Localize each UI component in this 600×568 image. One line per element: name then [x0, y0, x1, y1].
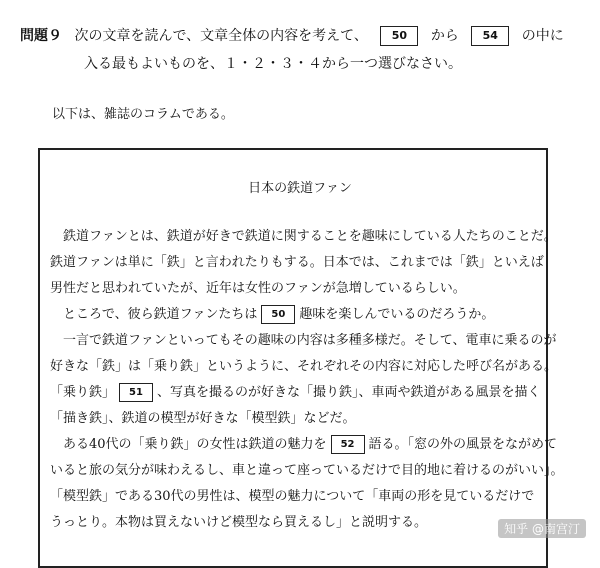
paragraph-line: 「模型鉄」である30代の男性は、模型の魅力について「車両の形を見ているだけで [50, 489, 535, 504]
blank-51: 51 [119, 383, 153, 402]
paragraph-line: 「乗り鉄」 51 、写真を撮るのが好きな「撮り鉄」、車両や鉄道がある風景を描く [50, 385, 541, 400]
paragraph-line: いると旅の気分が味わえるし、車と違って座っているだけで目的地に着けるのがいい」。 [50, 463, 564, 478]
question-instruction: 入る最もよいものを、１・２・３・４から一つ選びなさい。 [84, 56, 462, 72]
paragraph-line: ある40代の「乗り鉄」の女性は鉄道の魅力を 52 語る。「窓の外の風景をながめて [50, 437, 558, 452]
paragraph-line: 鉄道ファンとは、鉄道が好きで鉄道に関することを趣味にしている人たちのことだ。 [50, 229, 557, 244]
column-title: 日本の鉄道ファン [248, 181, 352, 196]
intro-text: 以下は、雑誌のコラムである。 [52, 107, 234, 122]
blank-50: 50 [261, 305, 295, 324]
paragraph-line: うっとり。本物は買えないけど模型なら買えるし」と説明する。 [50, 515, 428, 530]
range-end-box: 54 [471, 26, 509, 46]
question-number: 問題９ [20, 28, 62, 44]
paragraph-line: 「描き鉄」、鉄道の模型が好きな「模型鉄」などだ。 [50, 411, 356, 426]
paragraph-line: 一言で鉄道ファンといってもその趣味の内容は多種多様だ。そして、電車に乗るのが [50, 333, 557, 348]
paragraph-line: ところで、彼ら鉄道ファンたちは 50 趣味を楽しんでいるのだろうか。 [50, 307, 495, 322]
paragraph-line: 好きな「鉄」は「乗り鉄」というように、それぞれその内容に対応した呼び名がある。 [50, 359, 558, 374]
column-body [50, 224, 564, 536]
paragraph-line: 男性だと思われていたが、近年は女性のファンが急増しているらしい。 [50, 281, 466, 296]
watermark: 知乎 @南宫汀 [498, 519, 586, 538]
question-text-middle: から [430, 28, 459, 44]
question-text-after: の中に [521, 28, 564, 44]
question-text: 次の文章を読んで、文章全体の内容を考えて、 [74, 28, 368, 44]
paragraph-line: 鉄道ファンは単に「鉄」と言われたりもする。日本では、これまでは「鉄」といえば [50, 255, 544, 270]
question-header [20, 24, 564, 48]
range-start-box: 50 [380, 26, 418, 46]
blank-52: 52 [331, 435, 365, 454]
